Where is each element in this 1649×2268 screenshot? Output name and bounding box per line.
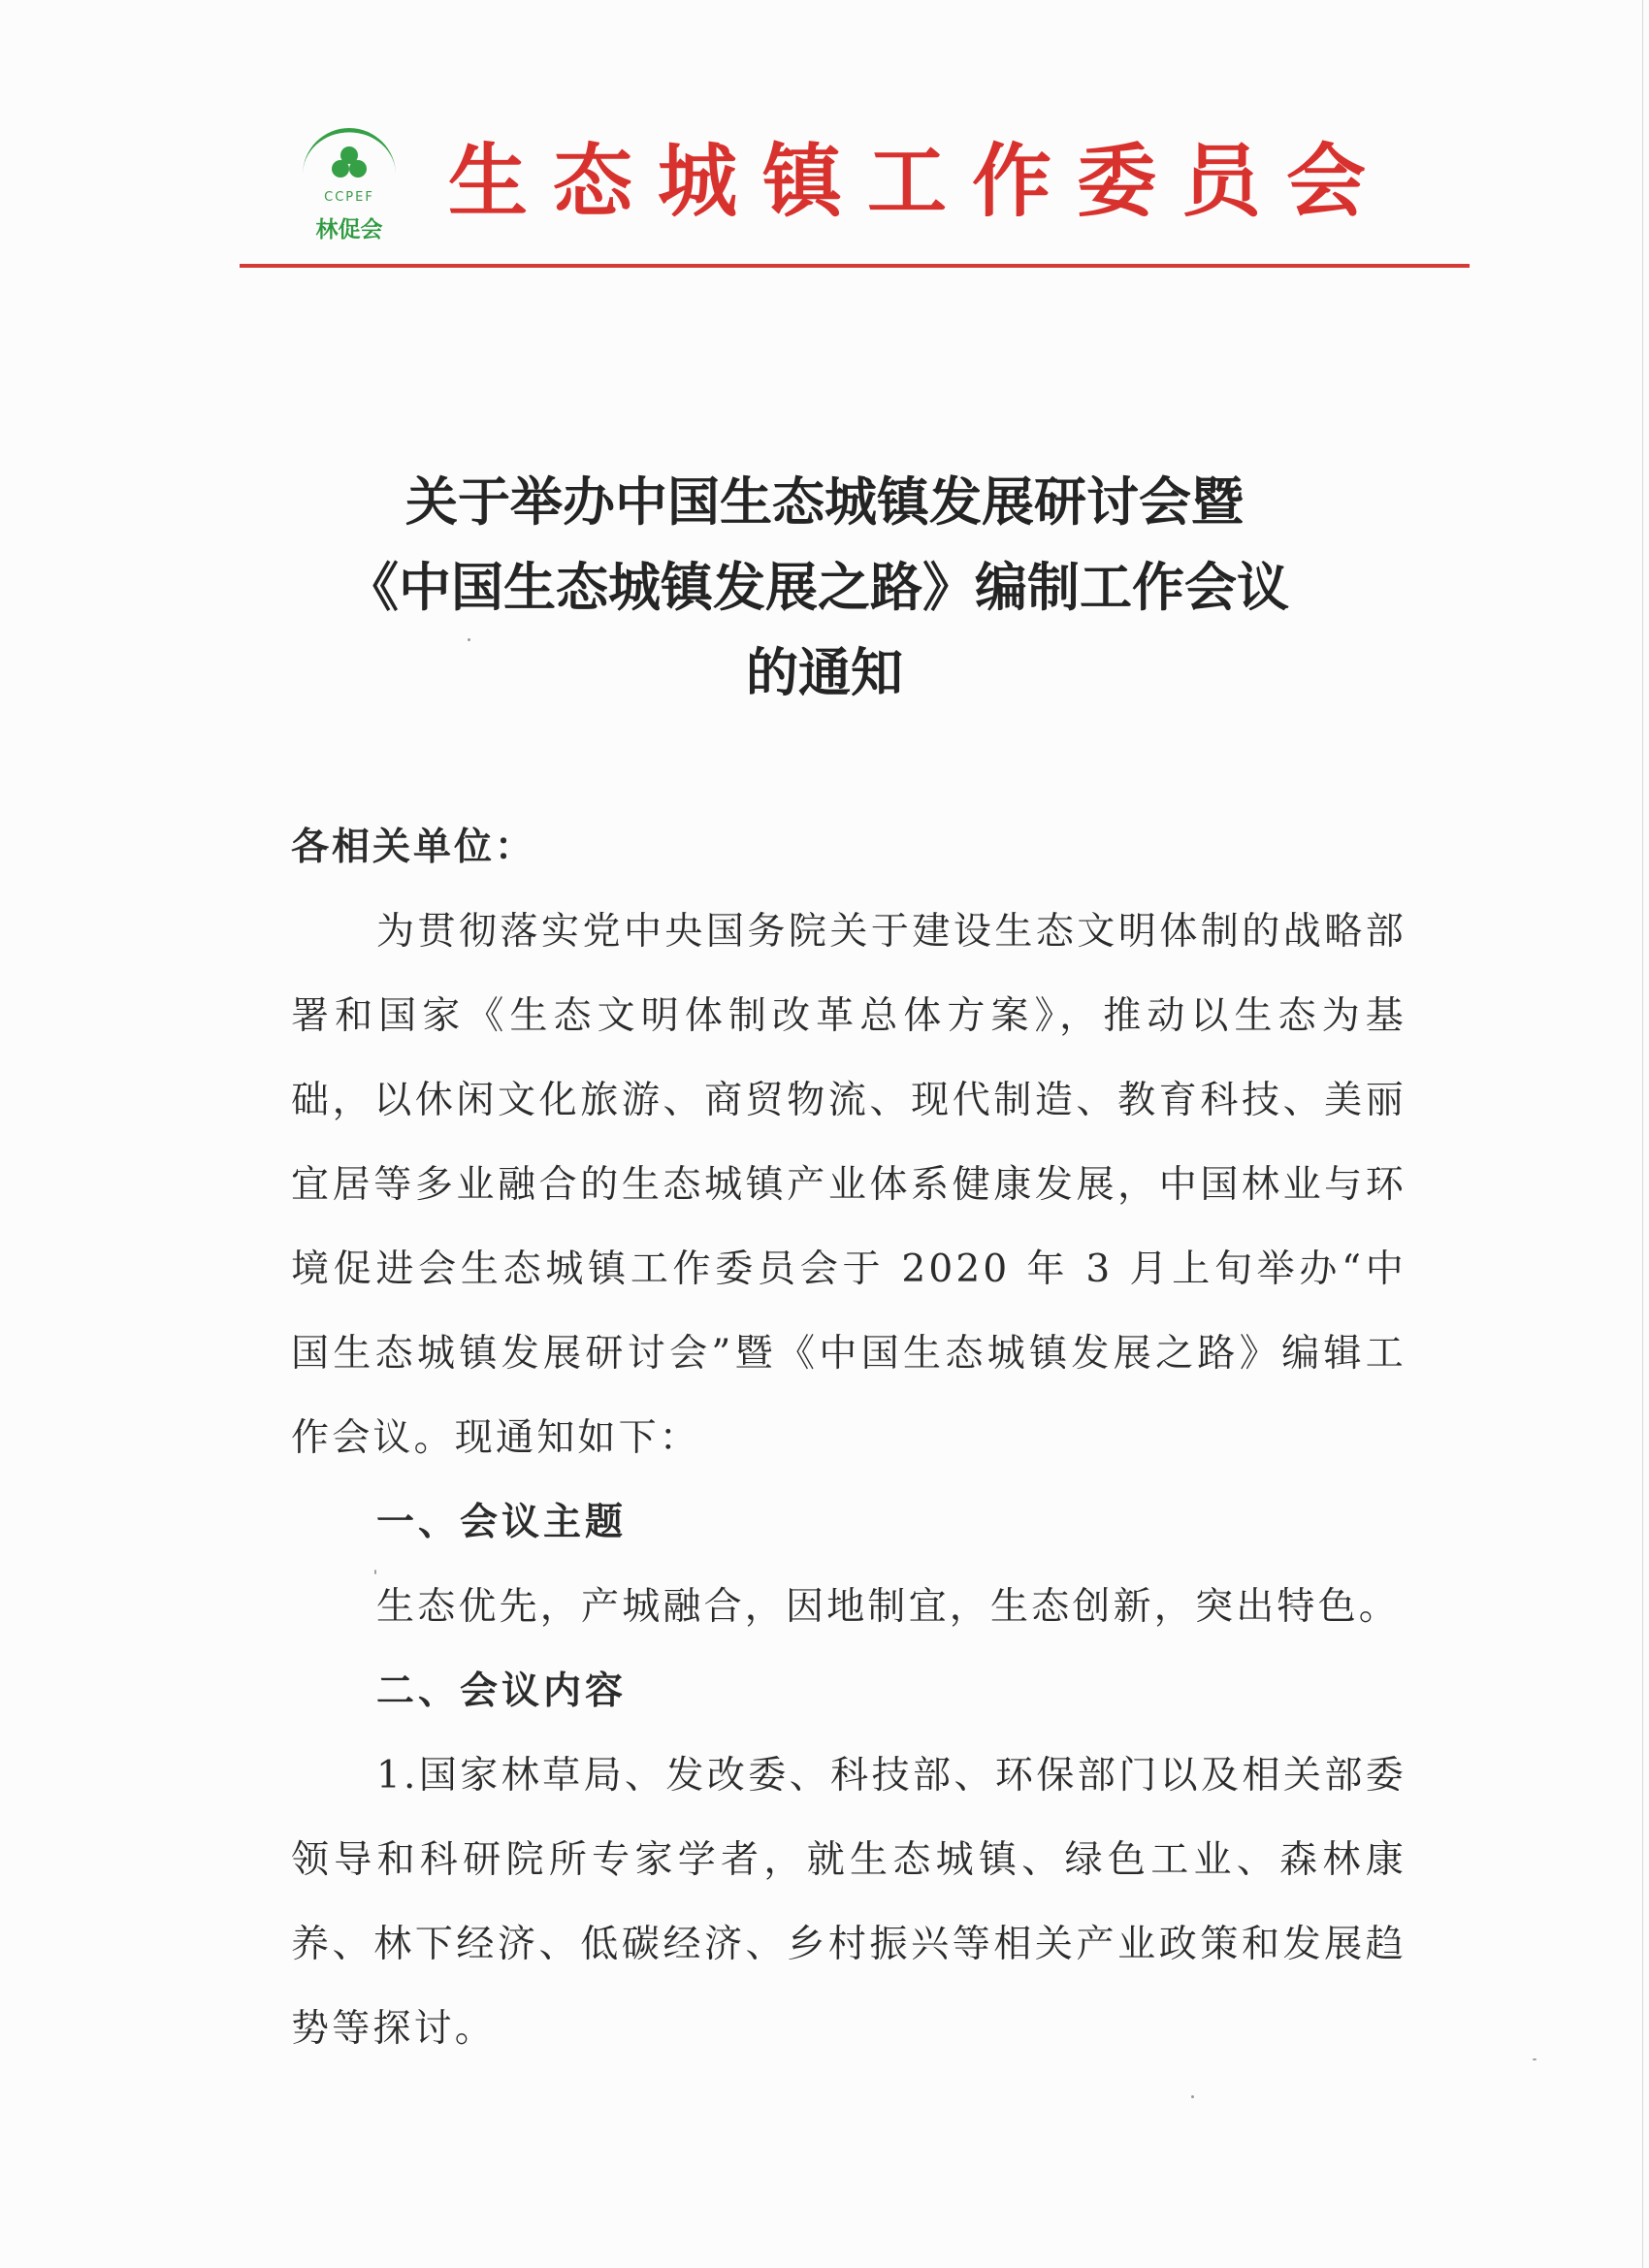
notice-title-line-2: 《中国生态城镇发展之路》编制工作会议 bbox=[346, 557, 1289, 618]
clover-logo-icon bbox=[287, 114, 411, 192]
salutation: 各相关单位： bbox=[291, 826, 536, 869]
section-theme-text: 生态优先，产城融合，因地制宜，生态创新，突出特色。 bbox=[376, 1585, 1401, 1629]
notice-title-line-3: 的通知 bbox=[746, 642, 903, 703]
notice-title-line-1: 关于举办中国生态城镇发展研讨会暨 bbox=[405, 471, 1244, 533]
logo-abbreviation: CCPEF bbox=[324, 190, 374, 205]
intro-paragraph: 为贯彻落实党中央国务院关于建设生态文明体制的战略部署和国家《生态文明体制改革总体方案》，推动以生态为基础，以休闲文化旅游、商贸物流、现代制造、教育科技、美丽宜居等多业融合的生态城镇产业体系健康发展，中国林业与环境促进会生态城镇工作委员会于 2020 年 3 月上旬举办“中国生态城镇发展研讨会”暨《中国生态城镇发展之路》编辑工作会议。现通知如下： bbox=[291, 910, 1406, 1460]
ccpef-logo bbox=[287, 114, 411, 250]
scan-edge bbox=[1642, 0, 1643, 2268]
organization-title: 生态城镇工作委员会 bbox=[448, 135, 1392, 228]
notice-title bbox=[0, 460, 1649, 716]
notice-body bbox=[291, 805, 1406, 2071]
content-item-1: 1.国家林草局、发改委、科技部、环保部门以及相关部委领导和科研院所专家学者，就生态城镇、绿色工业、森林康养、林下经济、低碳经济、乡村振兴等相关产业政策和发展趋势等探讨。 bbox=[291, 1754, 1406, 2051]
logo-name: 林促会 bbox=[315, 217, 383, 243]
section-heading-theme: 一、会议主题 bbox=[376, 1501, 628, 1544]
section-heading-content: 二、会议内容 bbox=[376, 1669, 628, 1713]
header-divider bbox=[240, 264, 1470, 268]
